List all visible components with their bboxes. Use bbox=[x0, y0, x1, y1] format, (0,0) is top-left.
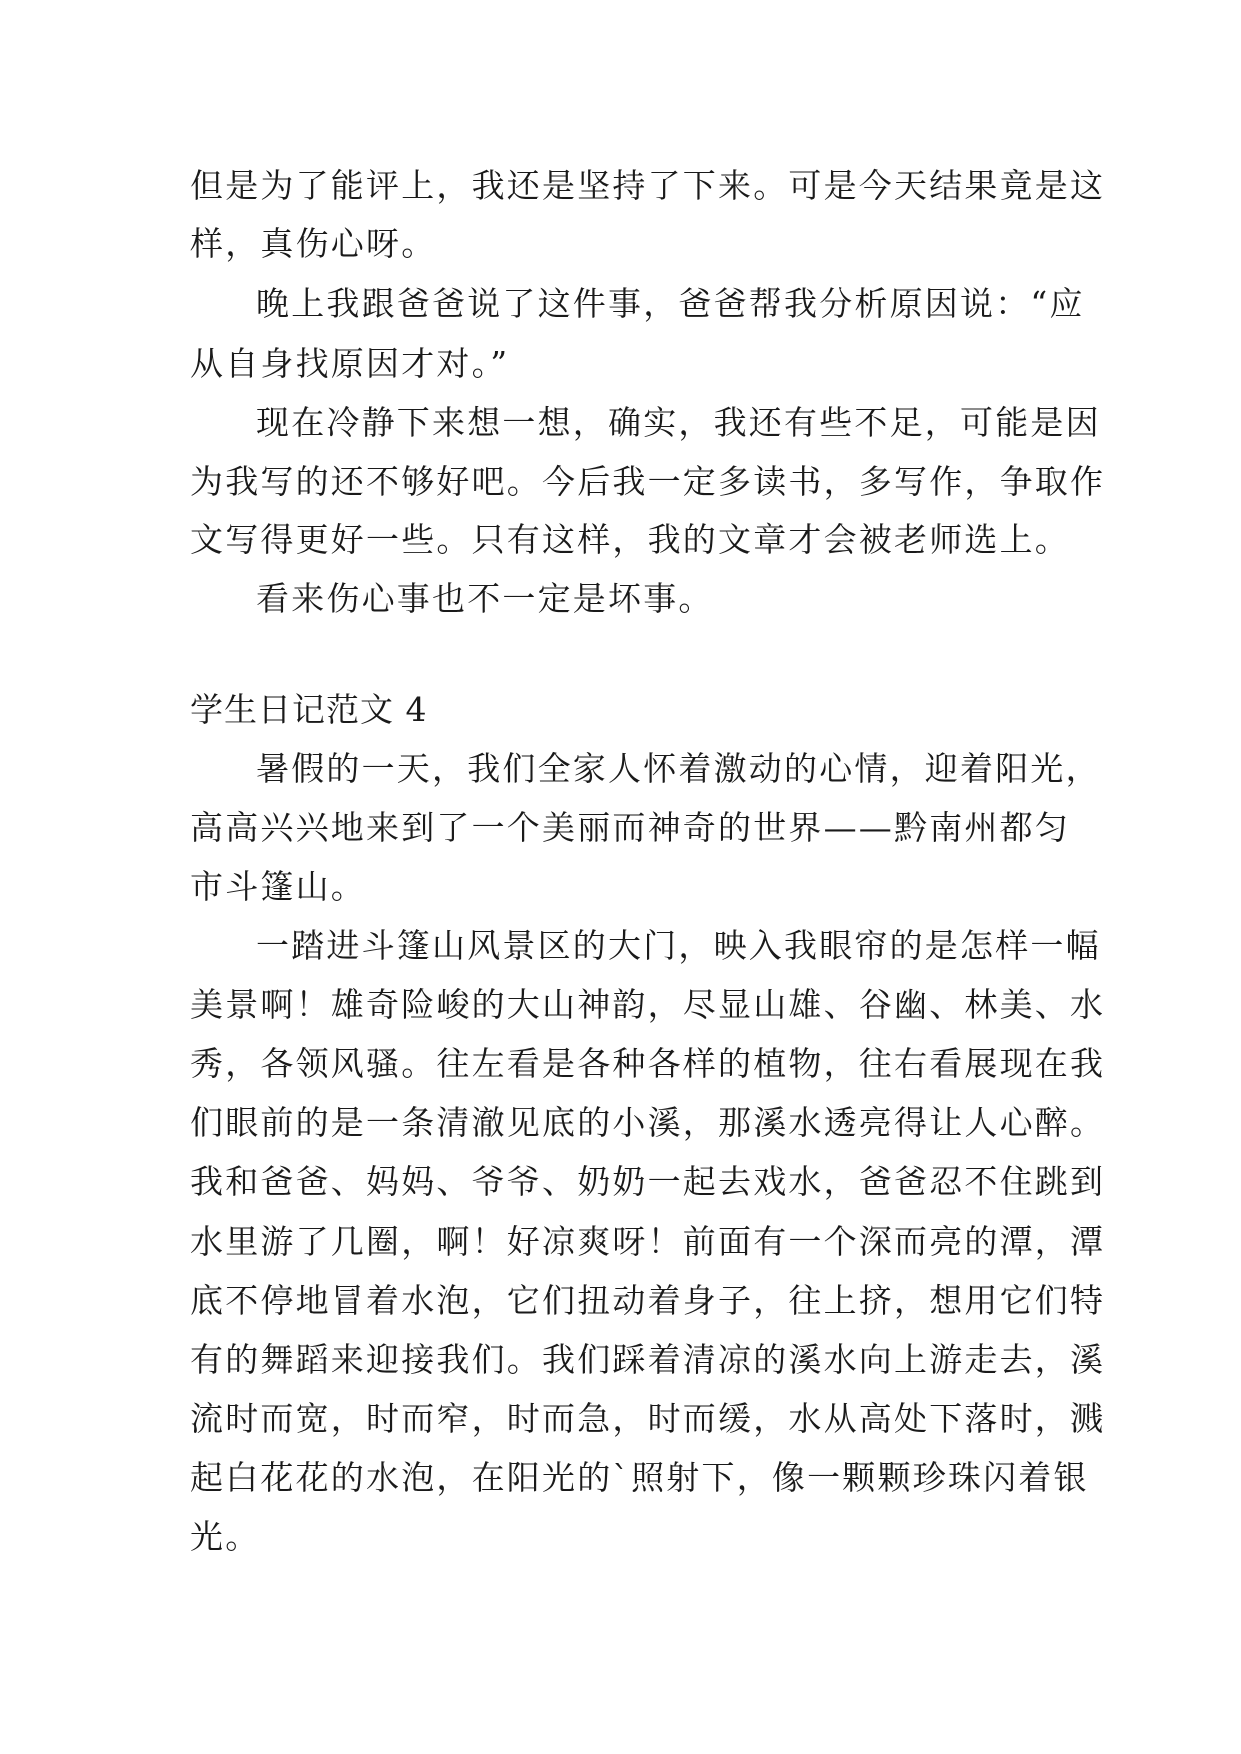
paragraph-start-line: 暑假的一天，我们全家人怀着激动的心情，迎着阳光， bbox=[256, 749, 1101, 788]
text-line: 底不停地冒着水泡，它们扭动着身子，往上挤，想用它们特 bbox=[190, 1281, 1106, 1320]
text-line: 们眼前的是一条清澈见底的小溪，那溪水透亮得让人心醉。 bbox=[190, 1103, 1106, 1142]
paragraph-start-line: 现在冷静下来想一想，确实，我还有些不足，可能是因 bbox=[256, 403, 1101, 442]
text-line: 光。 bbox=[190, 1517, 261, 1556]
text-line: 样，真伤心呀。 bbox=[190, 224, 437, 263]
section-heading: 学生日记范文 4 bbox=[190, 690, 428, 729]
text-line: 我和爸爸、妈妈、爷爷、奶奶一起去戏水，爸爸忍不住跳到 bbox=[190, 1162, 1106, 1201]
text-line: 文写得更好一些。只有这样，我的文章才会被老师选上。 bbox=[190, 520, 1070, 559]
text-line: 为我写的还不够好吧。今后我一定多读书，多写作，争取作 bbox=[190, 462, 1106, 501]
text-line: 秀，各领风骚。往左看是各种各样的植物，往右看展现在我 bbox=[190, 1044, 1106, 1083]
text-line: 水里游了几圈，啊！好凉爽呀！前面有一个深而亮的潭，潭 bbox=[190, 1222, 1106, 1261]
paragraph-start-line: 一踏进斗篷山风景区的大门，映入我眼帘的是怎样一幅 bbox=[256, 926, 1101, 965]
text-line: 但是为了能评上，我还是坚持了下来。可是今天结果竟是这 bbox=[190, 166, 1106, 205]
text-line: 高高兴兴地来到了一个美丽而神奇的世界——黔南州都匀 bbox=[190, 808, 1070, 847]
text-line: 起白花花的水泡，在阳光的`照射下，像一颗颗珍珠闪着银 bbox=[190, 1458, 1089, 1497]
text-line: 有的舞蹈来迎接我们。我们踩着清凉的溪水向上游走去，溪 bbox=[190, 1340, 1106, 1379]
paragraph-start-line: 晚上我跟爸爸说了这件事，爸爸帮我分析原因说：“应 bbox=[256, 284, 1085, 323]
text-line: 市斗篷山。 bbox=[190, 867, 366, 906]
text-line: 美景啊！雄奇险峻的大山神韵，尽显山雄、谷幽、林美、水 bbox=[190, 985, 1106, 1024]
paragraph-start-line: 看来伤心事也不一定是坏事。 bbox=[256, 579, 714, 618]
text-line: 流时而宽，时而窄，时而急，时而缓，水从高处下落时，溅 bbox=[190, 1399, 1106, 1438]
text-line: 从自身找原因才对。” bbox=[190, 344, 510, 383]
